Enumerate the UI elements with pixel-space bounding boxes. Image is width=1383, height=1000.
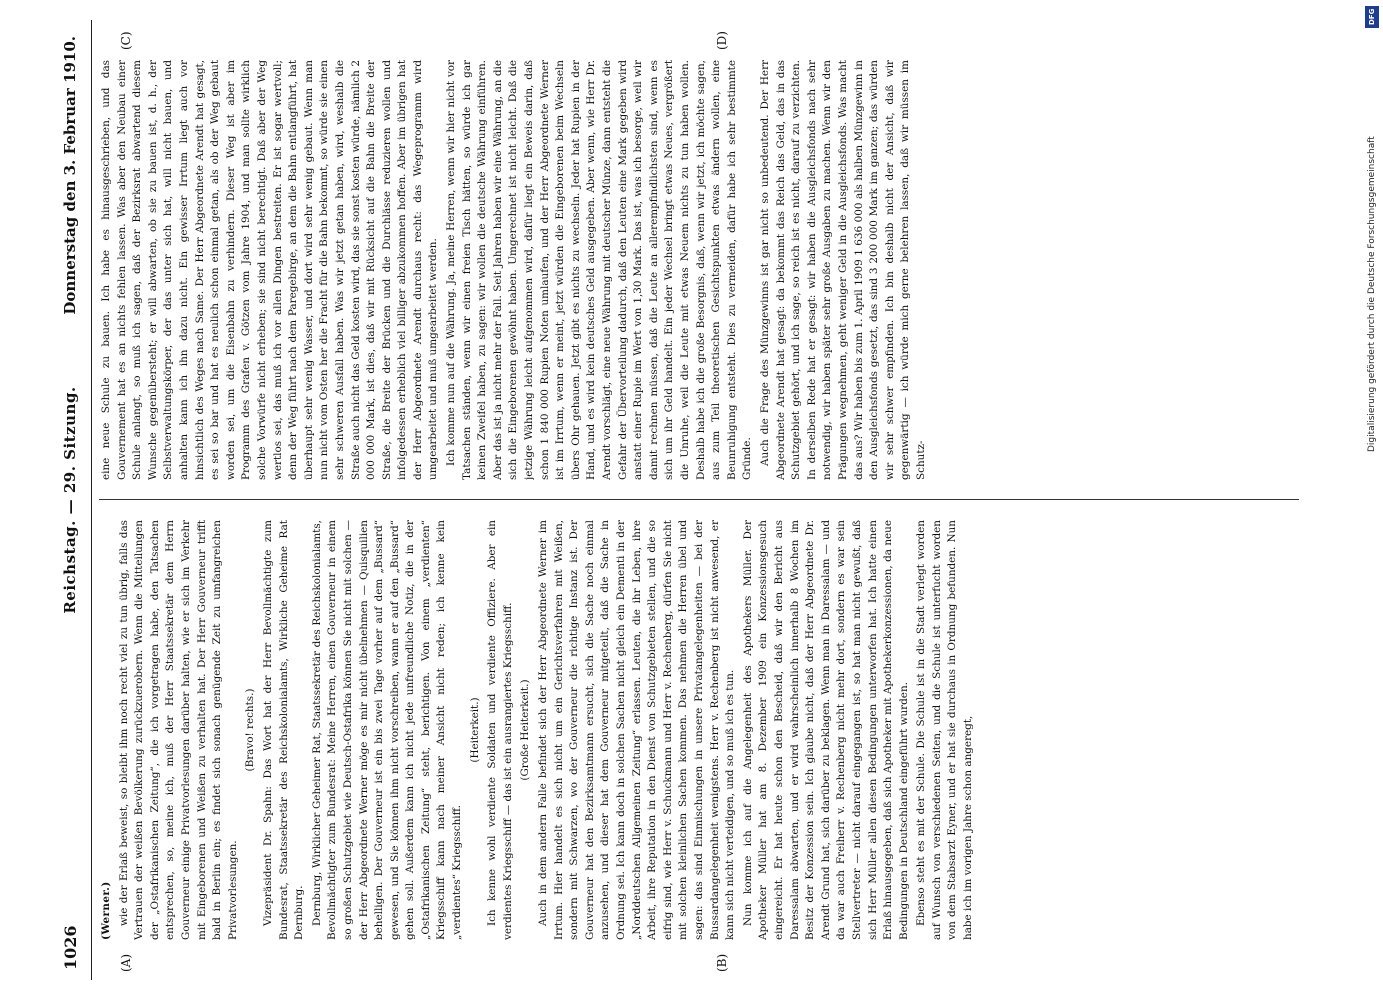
dfg-credit-text: Digitalisierung gefördert durch die Deutsche Forschungsgemeinschaft <box>1367 136 1377 452</box>
left_column-paragraph: (Werner.) <box>100 881 112 940</box>
left_column-paragraph: (Große Heiterkeit.) <box>519 679 532 781</box>
left_column-paragraph: (Bravo! rechts.) <box>244 688 257 772</box>
left_column-paragraph: Vizepräsident Dr. Spahn: Das Wort hat der Herr Bevollmächtigte zum Bundesrat, Staatssekretär des Reichskolonialamts, Wirkliche Geheime Rat Dernburg. <box>261 520 306 940</box>
page-number: 1026 <box>61 925 80 970</box>
right_column-paragraph: Auch die Frage des Münzgewinns ist gar nicht so unbedeutend. Der Herr Abgeordnete Arendt hat gesagt: da bekommt das Reich das Geld, das in das Schutzgebiet gehört, und ich sage, so reich ist es nicht, darauf zu verzichten. In derselben Rede hat er gesagt: wir haben die Ausgleichsfonds nach sehr notwendig, wir haben später sehr große Ausgaben zu machen. Wenn wir den Prägungen wegnehmen, geht weniger Geld in die Ausgleichsfonds. Was macht das aus? Wir haben bis zum 1. April 1909 1 636 000 als halben Münzgewinn in den Ausgleichsfonds gesetzt, das sind 3 200 000 Mark im ganzen; das würden wir sehr schwer empfinden. Ich bin deshalb nicht der Ansicht, daß wir gegenwärtig — ich würde mich gerne belehren lassen, daß wir müssen im Schutz- <box>758 60 927 480</box>
margin-letter-b: (B) <box>715 953 729 972</box>
dfg-logo: DFG <box>1365 6 1379 28</box>
left_column-paragraph: Ich kenne wohl verdiente Soldaten und verdiente Offiziere. Aber ein verdientes Kriegsschiff — das ist ein ausrangiertes Kriegsschiff. <box>486 520 514 940</box>
right_column-paragraph: Ich komme nun auf die Währung. Ja, meine Herren, wenn wir hier nicht vor Tatsachen ständen, wenn wir einen freien Tisch hätten, so würde ich gar keinen Zweifel haben, zu sagen: wir wollen die deutsche Währung einführen. Aber das ist ja nicht mehr der Fall. Seit Jahren haben wir eine Währung, an die sich die Eingeborenen gewöhnt haben. Umgerechnet ist nicht leicht. Daß die jetzige Währung leicht aufgenommen wird, dafür liegt ein Beweis darin, daß schon 1 840 000 Rupien Noten umlaufen, und der Herr Abgeordnete Werner ist im Irrtum, wenn er meint, jetzt würden die Eingeborenen beim Wechseln übers Ohr gehauen. Jetzt gibt es nichts zu wechseln. Jeder hat Rupien in der Hand, und es wird kein deutsches Geld ausgegeben. Aber wenn, wie Herr Dr. Arendt vorschlägt, eine neue Währung mit deutscher Münze, dann entsteht die Gefahr der Übervorteilung dadurch, daß den Leuten eine Mark gegeben wird anstatt einer Rupie im Wert von 1,30 Mark. Das ist, was ich besorge, weil wir damit rechnen müssen, daß die Leute an allerempfindlichsten sind, wenn es sich um ihr Geld handelt. Ein jeder Wechsel bringt etwas Neues, vergrößert die Unruhe, weil die Leute mit etwas Neuem nichts zu tun haben wollen. Deshalb habe ich die große Besorgnis, daß, wenn wir jetzt, ich möchte sagen, aus zum Teil theoretischen Gesichtspunkten etwas ändern wollen, eine Beunruhigung entsteht. Dies zu vermeiden, dafür habe ich sehr bestimmte Gründe. <box>445 60 754 480</box>
left_column-paragraph: wie der Erlaß beweist, so bleibt ihm noch recht viel zu tun übrig, falls das Vertrauen der weißen Bevölkerung zurückzuerobern. Wenn die Mitteilungen der „Ostafrikanischen Zeitung“, die ich vorgetragen habe, den Tatsachen entsprechen, so, meine ich, muß der Herr Staatssekretär dem Herrn Gouverneur einige Privatvorlesungen darüber halten, wie er sich im Verkehr mit Eingeborenen und Weißen zu verhalten hat. Der Herr Gouverneur trifft bald in Berlin ein; es findet sich sonach genügende Zeit zu umfangreichen Privatvorlesungen. <box>117 520 239 940</box>
session-title: Reichstag. — 29. Sitzung. <box>61 386 79 614</box>
right-text-column <box>99 60 1299 480</box>
left-text-column <box>99 520 1299 940</box>
column-divider <box>99 499 1299 500</box>
left_column-paragraph: Nun komme ich auf die Angelegenheit des Apothekers Müller. Der Apotheker Müller hat am 8. Dezember 1909 ein Konzessionsgesuch eingereicht. Er hat heute schon den Bescheid, daß wir den Bericht aus Daressalam abwarten, und er wird wahrscheinlich innerhalb 8 Wochen im Besitz der Konzession sein. Ich glaube nicht, daß der Herr Abgeordnete Dr. Arendt Grund hat, sich darüber zu beklagen. Wenn man in Daressalam — und da war auch Freiherr v. Rechenberg nicht mehr dort, sondern es war sein Stellvertreter — nicht darauf eingegangen ist, so hat man nicht gewußt, daß sich Herr Müller allen diesen Bedingungen unterworfen hat. Ich hatte einen Erlaß hinausgegeben, daß sich Apotheker mit Apothekerkonzessionen, da neue Bedingungen in Deutschland eingeführt wurden. <box>741 520 910 940</box>
left_column-paragraph: Dernburg, Wirklicher Geheimer Rat, Staatssekretär des Reichskolonialamts, Bevollmächtigter zum Bundesrat: Meine Herren, einen Gouverneur in einem so großen Schutzgebiet wie Deutsch-Ostafrika können Sie nicht mit solchen — der Herr Abgeordnete Werner möge es mir nicht übelnehmen — Quisquilien behelligen. Der Gouverneur ist ein bis zwei Tage vorher auf dem „Bussard“ gewesen, und Sie können ihm nicht vorschreiben, wann er auf den „Bussard“ gehen soll. Außerdem kann ich nicht jede unfreundliche Notiz, die in der „Ostafrikanischen Zeitung“ steht, berichtigen. Von einem „verdienten“ Kriegsschiff kann nach meiner Ansicht nicht reden; ich kenne kein „verdientes“ Kriegsschiff. <box>310 520 464 940</box>
left_column-paragraph: Auch in dem andern Falle befindet sich der Herr Abgeordnete Werner im Irrtum. Hier handelt es sich nicht um ein Gerichtsverfahren mit Weißen, sondern mit Schwarzen, wo der Gouverneur die richtige Instanz ist. Der Gouverneur hat den Bezirksamtmann ersucht, sich die Sache noch einmal anzusehen, und dieser hat dem Gouverneur mitgeteilt, daß die Sache in Ordnung sei. Ich kann doch in solchen Sachen nicht gleich ein Dementi in der „Norddeutschen Allgemeinen Zeitung“ erlassen. Leuten, die ihr Leben, ihre Arbeit, ihre Reputation in den Dienst von Schutzgebieten stellen, und die so eifrig sind, wie Herr v. Schuckmann und Herr v. Rechenberg, dürfen Sie nicht mit solchen kleinlichen Sachen kommen. Das nehmen die Herren übel und sagen: das sind Einmischungen in unsere Privatangelegenheiten — bei der Bussardangelegenheit wenigstens. Herr v. Rechenberg ist nicht anwesend, er kann sich nicht verteidigen, und so muß ich es tun. <box>537 520 737 940</box>
dfg-credit <box>1365 6 1379 996</box>
left_column-paragraph: Ebenso steht es mit der Schule. Die Schule ist in die Stadt verlegt worden auf Wunsch von verschiedenen Seiten, und die Schule ist unterfucht worden von dem Stabsarzt Eyner, und er hat sie durchaus in Ordnung befunden. Nun habe ich im vorigen Jahre schon angeregt, <box>915 520 975 940</box>
margin-letter-c: (C) <box>119 31 133 50</box>
rotated-page <box>55 20 1345 980</box>
session-date: Donnerstag den 3. Februar 1910. <box>61 36 79 315</box>
right_column-paragraph: eine neue Schule zu bauen. Ich habe es hinausgeschrieben, und das Gouvernement hat es an nichts fehlen lassen. Was aber den Neubau einer Schule anlangt, so muß ich sagen, daß der Bezirksrat abwartend diesem Wunsche gegenübersteht; er will abwarten, ob sie zu bauen ist, d. h., der Selbstverwaltungskörper, der das unter sich hat, will nicht bauen, und anhalten kann ich ihn dazu nicht. Ein gewisser Irrtum liegt auch vor hinsichtlich des Weges nach Same. Der Herr Abgeordnete Arendt hat gesagt, es sei so bar und hat es neulich schon einmal getan, als ob der Weg gebaut worden sei, um die Eisenbahn zu verhindern. Dieser Weg ist aber im Programm des Grafen v. Götzen vom Jahre 1904, und man sollte wirklich solche Vorwürfe nicht erheben; sie sind nicht berechtigt. Daß aber der Weg wertlos sei, das muß ich vor allen Dingen bestreiten. Er ist sogar wertvoll; denn der Weg führt nach dem Paregebirge, an dem die Bahn entlangführt, hat überhaupt sehr wenig Wasser, und dort wird sehr wenig gebaut. Wenn man nun nicht vom Osten her die Fracht für die Bahn bekommt, so würde sie einen sehr schweren Ausfall haben. Was wir jetzt getan haben, wird, weshalb die Straße auch nicht das Geld kosten wird, das sie sonst kosten würde, nämlich 2 000 000 Mark, ist dies, daß wir mit Rücksicht auf die Bahn die Breite der Straße, die Breite der Brücken und die Durchlässe reduzieren wollen und infolgedessen erheblich viel billiger abzukommen hoffen. Aber im übrigen hat der Herr Abgeordnete Arendt durchaus recht: das Wegeprogramm wird umgearbeitet und muß umgearbeitet werden. <box>100 60 440 480</box>
margin-letter-d: (D) <box>715 31 729 50</box>
margin-letter-a: (A) <box>119 953 133 972</box>
left_column-paragraph: (Heiterkeit.) <box>468 697 481 763</box>
page-header <box>55 20 92 980</box>
